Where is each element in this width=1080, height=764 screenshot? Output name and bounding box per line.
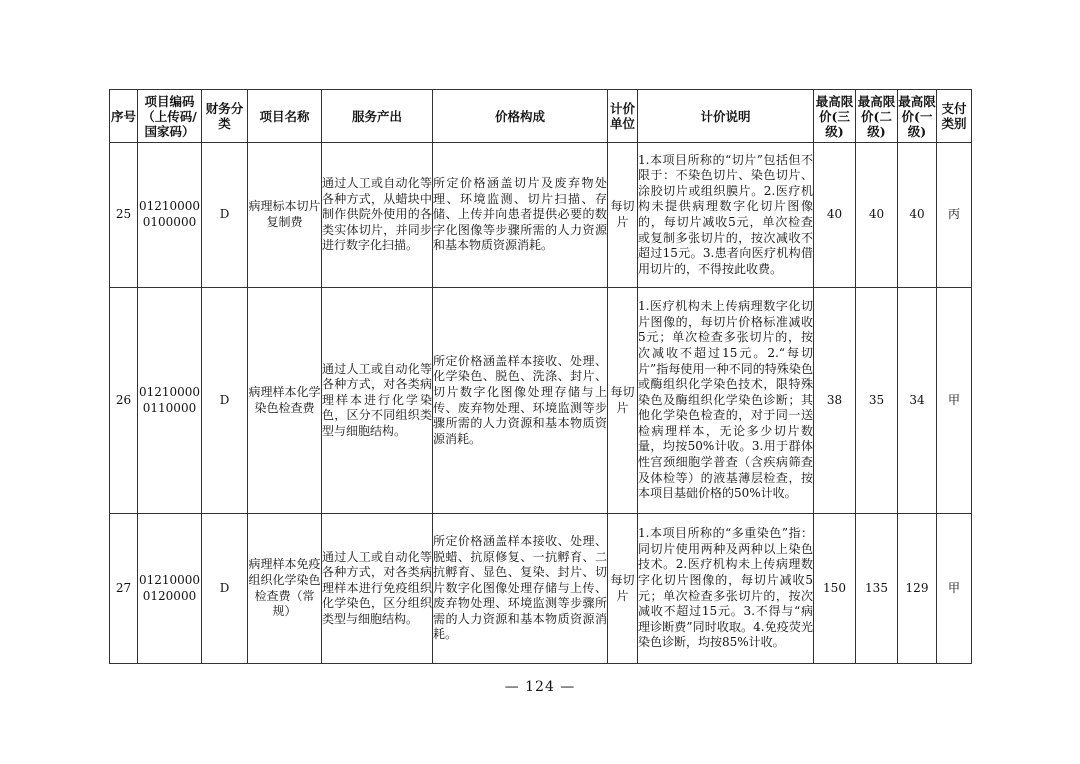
cell-name: 病理样本免疫组织化学染色检查费（常规）: [248, 514, 322, 664]
cell-code: 012100000120000: [138, 514, 202, 664]
header-unit: 计价单位: [608, 90, 638, 143]
cell-fin-cat: D: [202, 288, 248, 514]
cell-unit: 每切片: [608, 288, 638, 514]
cell-desc: 1.医疗机构未上传病理数字化切片图像的，每切片价格标准减收5元；单次检查多张切片的，按次减收不超过15元。2.“每切片”指每使用一种不同的特殊染色或酶组织化学染色技术，限特殊染色及酶组织化学染色诊断；其他化学染色检查的，对于同一送检病理样本，无论多少切片数量，均按50%计收。3.用于群体性宫颈细胞学普查（含疾病筛查及体检等）的液基薄层检查，按本项目基础价格的50%计收。: [638, 288, 814, 514]
table-row: [110, 143, 972, 288]
cell-unit: 每切片: [608, 143, 638, 288]
cell-max2: 135: [856, 514, 898, 664]
cell-name: 病理标本切片复制费: [248, 143, 322, 288]
table-row: [110, 514, 972, 664]
table-row: [110, 288, 972, 514]
cell-composition: 所定价格涵盖切片及废弃物处理、环境监测、切片扫描、存储、上传并向患者提供必要的数字化图像等步骤所需的人力资源和基本物质资源消耗。: [433, 143, 608, 288]
header-fin-cat: 财务分类: [202, 90, 248, 143]
header-max3: 最高限价(三级): [814, 90, 856, 143]
cell-seq: 26: [110, 288, 138, 514]
cell-max2: 35: [856, 288, 898, 514]
header-max2: 最高限价(二级): [856, 90, 898, 143]
header-seq: 序号: [110, 90, 138, 143]
cell-fin-cat: D: [202, 143, 248, 288]
cell-code: 012100000100000: [138, 143, 202, 288]
cell-seq: 27: [110, 514, 138, 664]
cell-seq: 25: [110, 143, 138, 288]
cell-desc: 1.本项目所称的“多重染色”指：同切片使用两种及两种以上染色技术。2.医疗机构未上传病理数字化切片图像的，每切片减收5元；单次检查多张切片的，按次减收不超过15元。3.不得与“病理诊断费”同时收取。4.免疫荧光染色诊断，均按85%计收。: [638, 514, 814, 664]
cell-pay: 甲: [937, 514, 972, 664]
cell-max3: 38: [814, 288, 856, 514]
cell-pay: 丙: [937, 143, 972, 288]
cell-output: 通过人工或自动化等各种方式，对各类病理样本进行免疫组织化学染色，区分组织类型与细胞结构。: [322, 514, 433, 664]
cell-max1: 34: [898, 288, 937, 514]
header-name: 项目名称: [248, 90, 322, 143]
cell-desc: 1.本项目所称的“切片”包括但不限于：不染色切片、染色切片、涂胶切片或组织膜片。2.医疗机构未提供病理数字化切片图像的，每切片减收5元，单次检查或复制多张切片的，按次减收不超过15元。3.患者向医疗机构借用切片的，不得按此收费。: [638, 143, 814, 288]
cell-max1: 40: [898, 143, 937, 288]
cell-output: 通过人工或自动化等各种方式，从蜡块中制作供院外使用的各类实体切片，并同步进行数字化扫描。: [322, 143, 433, 288]
cell-output: 通过人工或自动化等各种方式，对各类病理样本进行化学染色，区分不同组织类型与细胞结构。: [322, 288, 433, 514]
header-pay: 支付类别: [937, 90, 972, 143]
cell-max1: 129: [898, 514, 937, 664]
cell-name: 病理样本化学染色检查费: [248, 288, 322, 514]
pricing-table: [109, 89, 972, 664]
header-desc: 计价说明: [638, 90, 814, 143]
cell-max3: 150: [814, 514, 856, 664]
cell-composition: 所定价格涵盖样本接收、处理、化学染色、脱色、洗涤、封片、切片数字化图像处理存储与上传、废弃物处理、环境监测等步骤所需的人力资源和基本物质资源消耗。: [433, 288, 608, 514]
cell-code: 012100000110000: [138, 288, 202, 514]
header-output: 服务产出: [322, 90, 433, 143]
page-number: — 124 —: [504, 679, 576, 695]
header-composition: 价格构成: [433, 90, 608, 143]
header-max1: 最高限价(一级): [898, 90, 937, 143]
table-header-row: [110, 90, 972, 143]
cell-max2: 40: [856, 143, 898, 288]
cell-fin-cat: D: [202, 514, 248, 664]
cell-unit: 每切片: [608, 514, 638, 664]
header-code: 项目编码（上传码/国家码）: [138, 90, 202, 143]
cell-max3: 40: [814, 143, 856, 288]
cell-pay: 甲: [937, 288, 972, 514]
cell-composition: 所定价格涵盖样本接收、处理、脱蜡、抗原修复、一抗孵育、二抗孵育、显色、复染、封片、切片数字化图像处理存储与上传、废弃物处理、环境监测等步骤所需的人力资源和基本物质资源消耗。: [433, 514, 608, 664]
